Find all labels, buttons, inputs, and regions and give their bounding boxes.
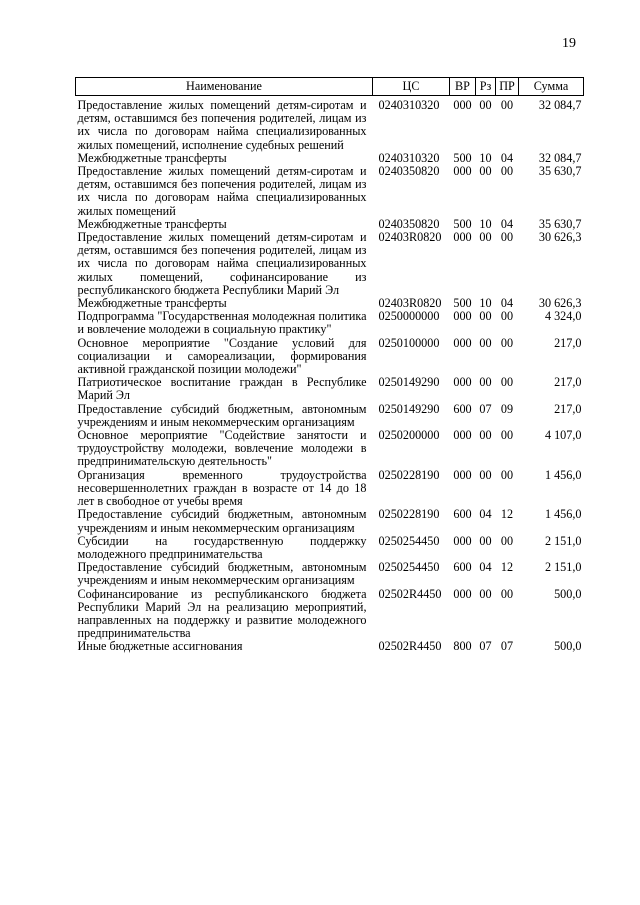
cell-rz: 00 bbox=[479, 428, 492, 443]
cell-rz: 04 bbox=[479, 560, 492, 575]
cell-rz: 10 bbox=[479, 150, 492, 165]
header-sum: Сумма bbox=[519, 78, 584, 96]
cell-vr: 500 bbox=[453, 296, 472, 311]
cell-cs: 0240310320 bbox=[378, 98, 440, 112]
cell-vr: 000 bbox=[453, 335, 472, 350]
cell-sum: 30 626,3 bbox=[538, 230, 582, 245]
cell-rz: 07 bbox=[479, 639, 492, 654]
cell-name: Иные бюджетные ассигнования bbox=[77, 639, 243, 654]
budget-table bbox=[75, 77, 584, 654]
table-row bbox=[76, 588, 584, 641]
cell-sum: 1 456,0 bbox=[544, 507, 582, 522]
cell-cs: 0250149290 bbox=[378, 375, 440, 390]
table-row bbox=[76, 561, 584, 587]
header-rz: Рз bbox=[476, 78, 496, 96]
cell-name: Предоставление жилых помещений детям-сиротам и детям, оставшимся без попечения родителей, лицам из их числа по договорам найма специализированных жилых помещений, софинансирование из республиканского бюджета Республики Марий Эл bbox=[77, 230, 367, 297]
cell-vr: 500 bbox=[453, 150, 472, 165]
cell-rz: 07 bbox=[479, 401, 492, 416]
cell-name: Подпрограмма "Государственная молодежная политика и вовлечение молодежи в социальную практику" bbox=[77, 309, 367, 337]
table-row bbox=[76, 535, 584, 561]
cell-cs: 0240310320 bbox=[378, 150, 440, 165]
cell-sum: 217,0 bbox=[554, 335, 582, 350]
cell-pr: 00 bbox=[500, 98, 514, 112]
table-row bbox=[76, 376, 584, 402]
cell-name: Субсидии на государственную поддержку молодежного предпринимательства bbox=[77, 533, 367, 561]
cell-vr: 600 bbox=[453, 507, 472, 522]
cell-sum: 32 084,7 bbox=[538, 98, 582, 112]
table-row bbox=[76, 310, 584, 336]
header-pr: ПР bbox=[496, 78, 519, 96]
cell-vr: 000 bbox=[453, 309, 472, 324]
cell-cs: 02403R0820 bbox=[378, 296, 442, 311]
cell-pr: 12 bbox=[500, 560, 514, 575]
cell-pr: 00 bbox=[500, 533, 514, 548]
cell-name: Основное мероприятие "Создание условий для социализации и самореализации, формирования активной гражданской позиции молодежи" bbox=[77, 335, 367, 377]
table-row bbox=[76, 469, 584, 509]
cell-vr: 000 bbox=[453, 164, 472, 179]
page-number: 19 bbox=[562, 36, 576, 51]
cell-sum: 32 084,7 bbox=[538, 150, 582, 165]
cell-sum: 1 456,0 bbox=[544, 467, 582, 482]
cell-sum: 500,0 bbox=[554, 586, 582, 601]
cell-pr: 00 bbox=[500, 230, 514, 245]
cell-cs: 02502R4450 bbox=[378, 586, 442, 601]
cell-vr: 600 bbox=[453, 560, 472, 575]
cell-rz: 04 bbox=[479, 507, 492, 522]
cell-rz: 00 bbox=[479, 335, 492, 350]
table-row bbox=[76, 429, 584, 469]
cell-sum: 35 630,7 bbox=[538, 164, 582, 179]
cell-cs: 0250100000 bbox=[378, 335, 440, 350]
cell-rz: 00 bbox=[479, 164, 492, 179]
cell-sum: 217,0 bbox=[554, 375, 582, 390]
cell-pr: 04 bbox=[500, 150, 514, 165]
cell-name: Межбюджетные трансферты bbox=[77, 150, 227, 165]
cell-pr: 04 bbox=[500, 216, 514, 231]
cell-name: Основное мероприятие "Содействие занятости и трудоустройству молодежи, вовлечение молодежи в предпринимательскую деятельность" bbox=[77, 428, 367, 469]
cell-cs: 02403R0820 bbox=[378, 230, 442, 245]
cell-sum: 217,0 bbox=[554, 401, 582, 416]
table-row bbox=[76, 403, 584, 429]
cell-pr: 00 bbox=[500, 375, 514, 390]
cell-name: Предоставление субсидий бюджетным, автономным учреждениям и иным некоммерческим организациям bbox=[77, 507, 367, 535]
cell-vr: 600 bbox=[453, 401, 472, 416]
cell-vr: 500 bbox=[453, 216, 472, 231]
cell-vr: 000 bbox=[453, 375, 472, 390]
cell-cs: 0250200000 bbox=[378, 428, 440, 443]
cell-vr: 800 bbox=[453, 639, 472, 654]
cell-pr: 00 bbox=[500, 335, 514, 350]
cell-cs: 0250149290 bbox=[378, 401, 440, 416]
cell-rz: 00 bbox=[479, 309, 492, 324]
table-body bbox=[76, 96, 584, 654]
header-name: Наименование bbox=[76, 78, 373, 96]
cell-name: Предоставление жилых помещений детям-сиротам и детям, оставшимся без попечения родителей, лицам из их числа по договорам найма специализированных жилых помещений, исполнение судебных решений bbox=[77, 98, 367, 152]
cell-pr: 09 bbox=[500, 401, 514, 416]
cell-vr: 000 bbox=[453, 586, 472, 601]
cell-pr: 00 bbox=[500, 428, 514, 443]
header-vr: ВР bbox=[450, 78, 476, 96]
cell-pr: 07 bbox=[500, 639, 514, 654]
cell-sum: 2 151,0 bbox=[544, 560, 582, 575]
cell-sum: 35 630,7 bbox=[538, 216, 582, 231]
cell-rz: 00 bbox=[479, 533, 492, 548]
header-cs: ЦС bbox=[373, 78, 450, 96]
cell-rz: 00 bbox=[479, 467, 492, 482]
cell-cs: 0240350820 bbox=[378, 164, 440, 179]
cell-vr: 000 bbox=[453, 428, 472, 443]
cell-sum: 2 151,0 bbox=[544, 533, 582, 548]
cell-name: Предоставление субсидий бюджетным, автономным учреждениям и иным некоммерческим организациям bbox=[77, 401, 367, 429]
table-row bbox=[76, 640, 584, 653]
cell-rz: 00 bbox=[479, 375, 492, 390]
cell-cs: 0250000000 bbox=[378, 309, 440, 324]
cell-name: Предоставление субсидий бюджетным, автономным учреждениям и иным некоммерческим организациям bbox=[77, 560, 367, 588]
cell-sum: 30 626,3 bbox=[538, 296, 582, 311]
cell-vr: 000 bbox=[453, 533, 472, 548]
cell-pr: 00 bbox=[500, 586, 514, 601]
header-row bbox=[76, 78, 584, 96]
table-row bbox=[76, 337, 584, 377]
cell-rz: 00 bbox=[479, 586, 492, 601]
cell-pr: 04 bbox=[500, 296, 514, 311]
cell-sum: 4 107,0 bbox=[544, 428, 582, 443]
cell-cs: 0240350820 bbox=[378, 216, 440, 231]
cell-rz: 00 bbox=[479, 98, 492, 112]
cell-vr: 000 bbox=[453, 230, 472, 245]
cell-name: Организация временного трудоустройства несовершеннолетних граждан в возрасте от 14 до 18 лет в свободное от учебы время bbox=[77, 467, 367, 509]
cell-sum: 4 324,0 bbox=[544, 309, 582, 324]
cell-name: Софинансирование из республиканского бюджета Республики Марий Эл на реализацию мероприятий, направленных на поддержку и развитие молодежного предпринимательства bbox=[77, 586, 367, 641]
cell-rz: 10 bbox=[479, 216, 492, 231]
table-row bbox=[76, 508, 584, 534]
cell-pr: 12 bbox=[500, 507, 514, 522]
cell-vr: 000 bbox=[453, 98, 472, 112]
cell-cs: 0250254450 bbox=[378, 560, 440, 575]
cell-pr: 00 bbox=[500, 309, 514, 324]
cell-name: Межбюджетные трансферты bbox=[77, 296, 227, 311]
cell-cs: 0250254450 bbox=[378, 533, 440, 548]
table-row bbox=[76, 96, 584, 152]
cell-vr: 000 bbox=[453, 467, 472, 482]
cell-sum: 500,0 bbox=[554, 639, 582, 654]
cell-name: Патриотическое воспитание граждан в Республике Марий Эл bbox=[77, 375, 367, 403]
cell-rz: 00 bbox=[479, 230, 492, 245]
cell-name: Предоставление жилых помещений детям-сиротам и детям, оставшимся без попечения родителей, лицам из их числа по договорам найма специализированных жилых помещений bbox=[77, 164, 367, 218]
table-row bbox=[76, 165, 584, 218]
cell-pr: 00 bbox=[500, 467, 514, 482]
cell-rz: 10 bbox=[479, 296, 492, 311]
cell-name: Межбюджетные трансферты bbox=[77, 216, 227, 231]
cell-pr: 00 bbox=[500, 164, 514, 179]
cell-cs: 0250228190 bbox=[378, 467, 440, 482]
table-row bbox=[76, 231, 584, 297]
table-header bbox=[76, 78, 584, 96]
cell-cs: 02502R4450 bbox=[378, 639, 442, 654]
cell-cs: 0250228190 bbox=[378, 507, 440, 522]
